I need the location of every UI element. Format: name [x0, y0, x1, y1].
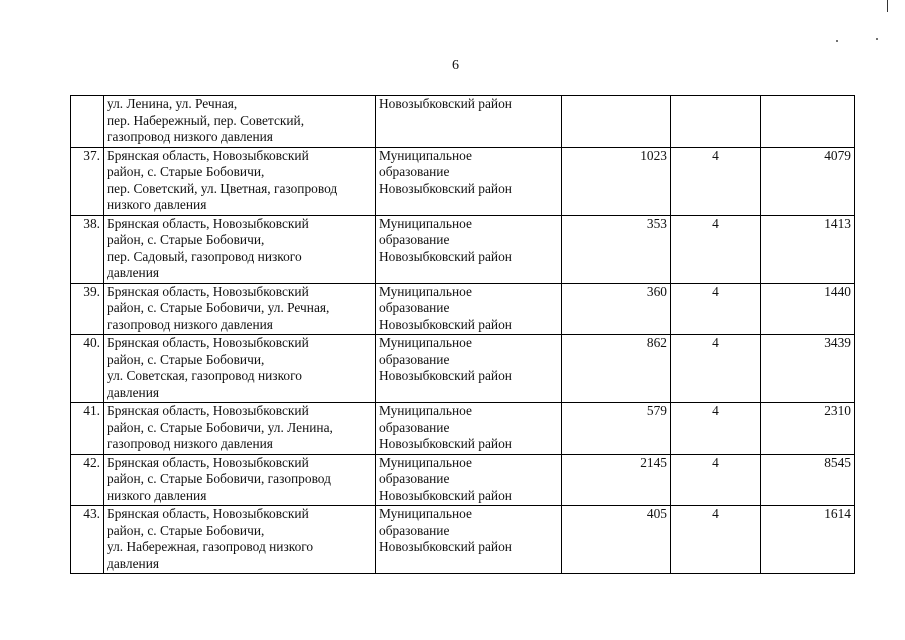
row-number: 37. [71, 147, 104, 215]
table-row [71, 283, 855, 335]
registry-table [70, 95, 855, 574]
object-address: Брянская область, Новозыбковский район, с. Старые Бобовичи, газопровод низкого давления [104, 454, 376, 506]
pressure-category: 4 [671, 454, 761, 506]
total-value: 3439 [761, 335, 855, 403]
object-address: Брянская область, Новозыбковский район, с. Старые Бобовичи, ул. Советская, газопровод низкого давления [104, 335, 376, 403]
object-owner: Новозыбковский район [376, 96, 562, 148]
row-number [71, 96, 104, 148]
total-value [761, 96, 855, 148]
row-number: 39. [71, 283, 104, 335]
scan-speck [836, 40, 838, 42]
pipeline-length: 353 [562, 215, 671, 283]
pipeline-length [562, 96, 671, 148]
total-value: 4079 [761, 147, 855, 215]
row-number: 42. [71, 454, 104, 506]
pressure-category: 4 [671, 335, 761, 403]
row-number: 43. [71, 506, 104, 574]
table-row [71, 335, 855, 403]
object-address: Брянская область, Новозыбковский район, с. Старые Бобовичи, ул. Набережная, газопровод низкого давления [104, 506, 376, 574]
scan-speck [876, 38, 878, 40]
total-value: 2310 [761, 403, 855, 455]
object-address: Брянская область, Новозыбковский район, с. Старые Бобовичи, ул. Речная, газопровод низкого давления [104, 283, 376, 335]
pipeline-length: 579 [562, 403, 671, 455]
row-number: 41. [71, 403, 104, 455]
page-number: 6 [452, 58, 459, 73]
object-address: ул. Ленина, ул. Речная, пер. Набережный, пер. Советский, газопровод низкого давления [104, 96, 376, 148]
pressure-category: 4 [671, 147, 761, 215]
pressure-category: 4 [671, 283, 761, 335]
object-owner: Муниципальное образование Новозыбковский район [376, 147, 562, 215]
table-row [71, 403, 855, 455]
object-owner: Муниципальное образование Новозыбковский район [376, 454, 562, 506]
pressure-category [671, 96, 761, 148]
pipeline-length: 360 [562, 283, 671, 335]
pipeline-length: 862 [562, 335, 671, 403]
table-row [71, 147, 855, 215]
pressure-category: 4 [671, 506, 761, 574]
pipeline-length: 2145 [562, 454, 671, 506]
total-value: 1413 [761, 215, 855, 283]
object-owner: Муниципальное образование Новозыбковский район [376, 215, 562, 283]
object-address: Брянская область, Новозыбковский район, с. Старые Бобовичи, пер. Садовый, газопровод низкого давления [104, 215, 376, 283]
pipeline-length: 405 [562, 506, 671, 574]
object-address: Брянская область, Новозыбковский район, с. Старые Бобовичи, ул. Ленина, газопровод низкого давления [104, 403, 376, 455]
scan-edge-mark [887, 0, 888, 12]
object-owner: Муниципальное образование Новозыбковский район [376, 335, 562, 403]
object-owner: Муниципальное образование Новозыбковский район [376, 283, 562, 335]
row-number: 38. [71, 215, 104, 283]
object-address: Брянская область, Новозыбковский район, с. Старые Бобовичи, пер. Советский, ул. Цветная, газопровод низкого давления [104, 147, 376, 215]
total-value: 8545 [761, 454, 855, 506]
object-owner: Муниципальное образование Новозыбковский район [376, 403, 562, 455]
object-owner: Муниципальное образование Новозыбковский район [376, 506, 562, 574]
table-row [71, 215, 855, 283]
table-row [71, 506, 855, 574]
row-number: 40. [71, 335, 104, 403]
table-row [71, 454, 855, 506]
pipeline-length: 1023 [562, 147, 671, 215]
table-row [71, 96, 855, 148]
pressure-category: 4 [671, 403, 761, 455]
total-value: 1614 [761, 506, 855, 574]
total-value: 1440 [761, 283, 855, 335]
pressure-category: 4 [671, 215, 761, 283]
